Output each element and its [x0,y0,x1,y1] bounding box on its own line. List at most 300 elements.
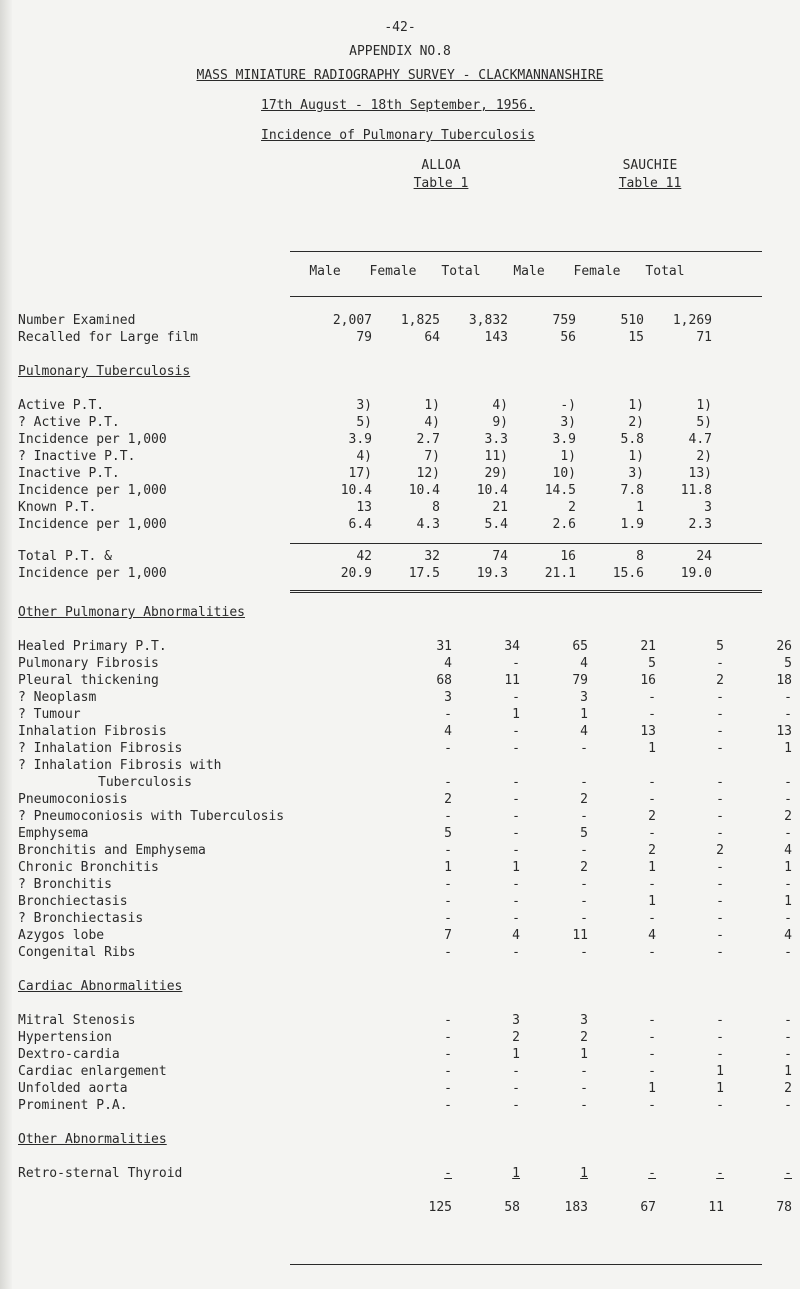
grand-total-row [18,1199,792,1216]
cell-value: 2 [512,1030,520,1045]
table-row [18,927,792,944]
grand-total-value: 11 [708,1200,724,1215]
cell-value: 11.8 [680,483,712,498]
cell-value: 5 [784,656,792,671]
row-label: ? Active P.T. [18,415,120,430]
row-label [18,1199,384,1216]
cell-value: - [648,877,656,892]
cell-value: 2 [716,843,724,858]
row-label: Recalled for Large film [18,330,199,345]
table-row [18,706,792,723]
table-row [18,1046,792,1063]
cell-value [384,757,452,774]
cell-value: 7 [444,928,452,943]
cell-value: -) [560,398,576,413]
cell-value: - [444,1098,452,1113]
row-label: Unfolded aorta [18,1081,128,1096]
cell-value: 1 [580,1166,588,1181]
cell-value: 2.3 [688,517,712,532]
table-row [18,482,712,499]
table-row [18,876,792,893]
cell-value: - [444,1064,452,1079]
table-row [18,1097,792,1114]
cell-value: 29) [484,466,508,481]
table-row [18,312,712,329]
cell-value: - [784,775,792,790]
cell-value: 4) [356,449,372,464]
table-row [18,431,712,448]
cell-value: - [716,877,724,892]
row-label: Known P.T. [18,500,97,515]
cell-value: 5 [580,826,588,841]
cell-value: 5 [648,656,656,671]
cell-value: 12) [416,466,440,481]
cell-value: 1 [784,860,792,875]
cell-value [520,757,588,774]
cell-value: 71 [696,330,712,345]
cell-value: - [648,690,656,705]
cell-value: 16 [560,549,576,564]
grand-total-value: 58 [504,1200,520,1215]
cell-value: 3 [580,690,588,705]
cell-value: 759 [552,313,576,328]
page-number: -42- [384,20,416,35]
table-row [18,448,712,465]
header-bottom-rule [290,296,762,297]
row-label: Incidence per 1,000 [18,517,167,532]
cell-value: - [444,1013,452,1028]
row-label: Retro-sternal Thyroid [18,1166,183,1181]
cell-value: 2 [648,809,656,824]
cell-value: 143 [484,330,508,345]
table-row [18,1029,792,1046]
cell-value: 16 [640,673,656,688]
row-label: Healed Primary P.T. [18,639,167,654]
cell-value: 2.6 [552,517,576,532]
table-row [18,723,792,740]
table-row [18,842,792,859]
table-row [18,859,792,876]
cell-value: - [580,1081,588,1096]
col-header-sauchie-female: Female [573,264,621,279]
cell-value: 4 [444,724,452,739]
cell-value: 21 [492,500,508,515]
table-row [18,893,792,910]
cell-value: 3 [704,500,712,515]
cell-value: 9) [492,415,508,430]
cell-value: 6.4 [348,517,372,532]
row-label: Pneumoconiosis [18,792,128,807]
cell-value: - [784,945,792,960]
cell-value: 1.9 [620,517,644,532]
cell-value: 13 [776,724,792,739]
cell-value: - [648,792,656,807]
cell-value: 1 [784,894,792,909]
cell-value: 4 [512,928,520,943]
cell-value: 15 [628,330,644,345]
cell-value: 7) [424,449,440,464]
cell-value: 18 [776,673,792,688]
cell-value: - [580,1064,588,1079]
cell-value: 19.0 [680,566,712,581]
cell-value: 1) [696,398,712,413]
abnormalities-table [18,604,792,1216]
row-label: Cardiac enlargement [18,1064,167,1079]
cell-value: - [512,843,520,858]
cell-value: 3) [560,415,576,430]
cell-value: 4 [648,928,656,943]
table-row [18,414,712,431]
cell-value: 1 [580,707,588,722]
row-label: Pleural thickening [18,673,159,688]
cell-value: - [648,707,656,722]
cell-value: 2 [568,500,576,515]
cell-value: 26 [776,639,792,654]
cell-value: 1 [784,1064,792,1079]
table-row [18,397,712,414]
cell-value: 8 [432,500,440,515]
table-row [18,548,712,565]
cell-value: - [580,945,588,960]
scan-edge [0,0,12,1289]
table-row [18,465,712,482]
cell-value: - [716,741,724,756]
table-row [18,689,792,706]
cell-value: 1 [512,1047,520,1062]
cell-value: - [580,741,588,756]
cell-value: - [716,656,724,671]
cell-value: 79 [356,330,372,345]
cell-value: - [580,894,588,909]
row-label: Emphysema [18,826,89,841]
cell-value: - [716,1047,724,1062]
cell-value: 1 [716,1064,724,1079]
cell-value: 4 [444,656,452,671]
col-header-alloa-female: Female [369,264,417,279]
cell-value: 4) [492,398,508,413]
cell-value: 24 [696,549,712,564]
header-top-rule [290,251,762,252]
cell-value: 1 [512,860,520,875]
cell-value: - [580,843,588,858]
cell-value: - [784,826,792,841]
cell-value: - [512,911,520,926]
cell-value: 2 [784,1081,792,1096]
row-label: ? Pneumoconiosis with Tuberculosis [18,809,285,824]
cell-value: - [716,690,724,705]
cell-value: - [512,741,520,756]
cell-value: - [444,894,452,909]
table-row [18,565,712,582]
section-heading: Pulmonary Tuberculosis [18,364,191,379]
cell-value: 2 [580,1030,588,1045]
row-label: Incidence per 1,000 [18,566,167,581]
cell-value: 2 [784,809,792,824]
grand-total-value: 183 [564,1200,588,1215]
cell-value: 2,007 [332,313,372,328]
cell-value: 4.3 [416,517,440,532]
table-row [18,672,792,689]
cell-value: 42 [356,549,372,564]
cell-value: - [444,775,452,790]
row-label: Chronic Bronchitis [18,860,159,875]
cell-value: 2) [628,415,644,430]
row-label: Tuberculosis [98,775,192,790]
table-row [18,516,712,533]
row-label: ? Bronchiectasis [18,911,144,926]
cell-value: 1 [648,894,656,909]
col-header-sauchie-male: Male [513,264,545,279]
col-header-sauchie-total: Total [645,264,685,279]
cell-value: - [444,1166,452,1181]
row-label: ? Tumour [18,707,81,722]
cell-value: - [784,1166,792,1181]
cell-value: - [444,707,452,722]
cell-value: 1) [560,449,576,464]
cell-value: - [648,1013,656,1028]
row-label: Incidence per 1,000 [18,483,167,498]
cell-value: - [648,775,656,790]
cell-value: 11 [504,673,520,688]
table-row [18,329,712,346]
cell-value: - [716,707,724,722]
cell-value: 31 [436,639,452,654]
cell-value: - [512,1098,520,1113]
cell-value: 13 [356,500,372,515]
cell-value: 1) [424,398,440,413]
cell-value: 7.8 [620,483,644,498]
table-row [18,808,792,825]
cell-value: - [784,690,792,705]
table-row [18,655,792,672]
group-alloa-table: Table 1 [413,176,469,191]
summary-table [18,312,712,346]
bottom-rule [290,1264,762,1265]
cell-value: 4 [784,928,792,943]
cell-value: 74 [492,549,508,564]
group-alloa-name: ALLOA [421,158,461,173]
cell-value: 2 [580,792,588,807]
cell-value: - [716,860,724,875]
cell-value: - [716,809,724,824]
row-label: ? Neoplasm [18,690,97,705]
cell-value: - [784,1013,792,1028]
table-row [18,1080,792,1097]
table-row [18,910,792,927]
cell-value: - [784,911,792,926]
cell-value: 32 [424,549,440,564]
cell-value: - [512,724,520,739]
row-label: ? Bronchitis [18,877,112,892]
cell-value: - [716,945,724,960]
col-header-alloa-male: Male [309,264,341,279]
row-label: Active P.T. [18,398,105,413]
row-label: Congenital Ribs [18,945,136,960]
cell-value: 2.7 [416,432,440,447]
table-subtitle: Incidence of Pulmonary Tuberculosis [261,128,535,143]
cell-value: - [580,911,588,926]
cell-value: - [716,894,724,909]
table-row [18,499,712,516]
grand-total-value: 67 [640,1200,656,1215]
cell-value: 2 [648,843,656,858]
cell-value: 68 [436,673,452,688]
row-label: Number Examined [18,313,136,328]
table-row [18,825,792,842]
cell-value: 1 [512,1166,520,1181]
row-label: Dextro-cardia [18,1047,120,1062]
cell-value: - [512,826,520,841]
cell-value: 5 [716,639,724,654]
cell-value [724,757,792,774]
cell-value: 2 [580,860,588,875]
cell-value: - [716,1098,724,1113]
cell-value: - [716,1030,724,1045]
cell-value: - [512,894,520,909]
cell-value: - [648,945,656,960]
cell-value: 64 [424,330,440,345]
grand-total-value: 125 [428,1200,452,1215]
cell-value: - [512,792,520,807]
table-row [18,944,792,961]
row-label: Mitral Stenosis [18,1013,136,1028]
row-label: Incidence per 1,000 [18,432,167,447]
cell-value: - [784,1098,792,1113]
row-label: Bronchitis and Emphysema [18,843,206,858]
cell-value: 2 [444,792,452,807]
table-row [18,740,792,757]
cell-value: 8 [636,549,644,564]
cell-value: - [784,1030,792,1045]
table-row [18,1012,792,1029]
table-row [18,774,792,791]
survey-dates: 17th August - 18th September, 1956. [261,98,535,113]
cell-value: - [580,1098,588,1113]
cell-value: 21 [640,639,656,654]
totals-rule [290,590,762,593]
cell-value: 5.8 [620,432,644,447]
cell-value: - [512,877,520,892]
table-row [18,638,792,655]
appendix-label: APPENDIX NO.8 [349,44,451,59]
cell-value: 5) [356,415,372,430]
group-sauchie-table: Table 11 [618,176,682,191]
cell-value: 510 [620,313,644,328]
cell-value: 1 [648,1081,656,1096]
cell-value: - [784,877,792,892]
cell-value: 3 [512,1013,520,1028]
cell-value: - [444,1081,452,1096]
cell-value: 11) [484,449,508,464]
cell-value: - [716,826,724,841]
grand-total-value: 78 [776,1200,792,1215]
cell-value [452,757,520,774]
cell-value: 5.4 [484,517,508,532]
cell-value: - [444,1030,452,1045]
cell-value: - [716,1166,724,1181]
group-sauchie-name: SAUCHIE [622,158,678,173]
row-label: ? Inhalation Fibrosis with [18,758,222,773]
table-row [18,757,792,774]
cell-value: - [444,911,452,926]
cell-value: 14.5 [544,483,576,498]
cell-value: - [444,877,452,892]
cell-value: - [444,809,452,824]
cell-value: 2 [716,673,724,688]
cell-value: 3 [580,1013,588,1028]
cell-value: 65 [572,639,588,654]
cell-value: - [716,792,724,807]
cell-value: 3 [444,690,452,705]
cell-value: 1 [444,860,452,875]
cell-value: 5) [696,415,712,430]
row-label: Hypertension [18,1030,112,1045]
cell-value: 3) [628,466,644,481]
row-label: Total P.T. & [18,549,112,564]
cell-value: 19.3 [476,566,508,581]
cell-value: 13 [640,724,656,739]
cell-value: - [648,826,656,841]
row-label: Prominent P.A. [18,1098,128,1113]
row-label: ? Inactive P.T. [18,449,136,464]
cell-value: - [648,911,656,926]
cell-value: - [648,1064,656,1079]
cell-value: 1 [648,860,656,875]
row-label: Bronchiectasis [18,894,128,909]
col-header-alloa-total: Total [441,264,481,279]
row-label: Inhalation Fibrosis [18,724,167,739]
cell-value: - [716,1013,724,1028]
cell-value: 3.9 [348,432,372,447]
cell-value: 1,269 [672,313,712,328]
cell-value: 20.9 [340,566,372,581]
cell-value: - [716,928,724,943]
cell-value: - [512,1081,520,1096]
cell-value: 1 [784,741,792,756]
cell-value: - [512,775,520,790]
row-label: ? Inhalation Fibrosis [18,741,183,756]
cell-value [588,757,656,774]
cell-value: - [784,1047,792,1062]
cell-value: - [716,911,724,926]
cell-value: - [580,877,588,892]
cell-value: - [648,1166,656,1181]
cell-value: 10.4 [408,483,440,498]
tb-table [18,363,712,533]
cell-value: 1 [648,741,656,756]
cell-value: 34 [504,639,520,654]
cell-value: 21.1 [544,566,576,581]
cell-value: 79 [572,673,588,688]
cell-value: 1,825 [400,313,440,328]
cell-value: - [784,707,792,722]
table-row [18,1165,792,1182]
cell-value: - [648,1047,656,1062]
cell-value: - [648,1030,656,1045]
cell-value: 17.5 [408,566,440,581]
cell-value: - [716,724,724,739]
cell-value: 1 [636,500,644,515]
cell-value: 1 [512,707,520,722]
table-row [18,1063,792,1080]
cell-value: - [444,1047,452,1062]
cell-value: 4 [784,843,792,858]
cell-value: 2) [696,449,712,464]
cell-value: 3) [356,398,372,413]
cell-value: 1 [716,1081,724,1096]
cell-value: - [444,741,452,756]
cell-value: 13) [688,466,712,481]
